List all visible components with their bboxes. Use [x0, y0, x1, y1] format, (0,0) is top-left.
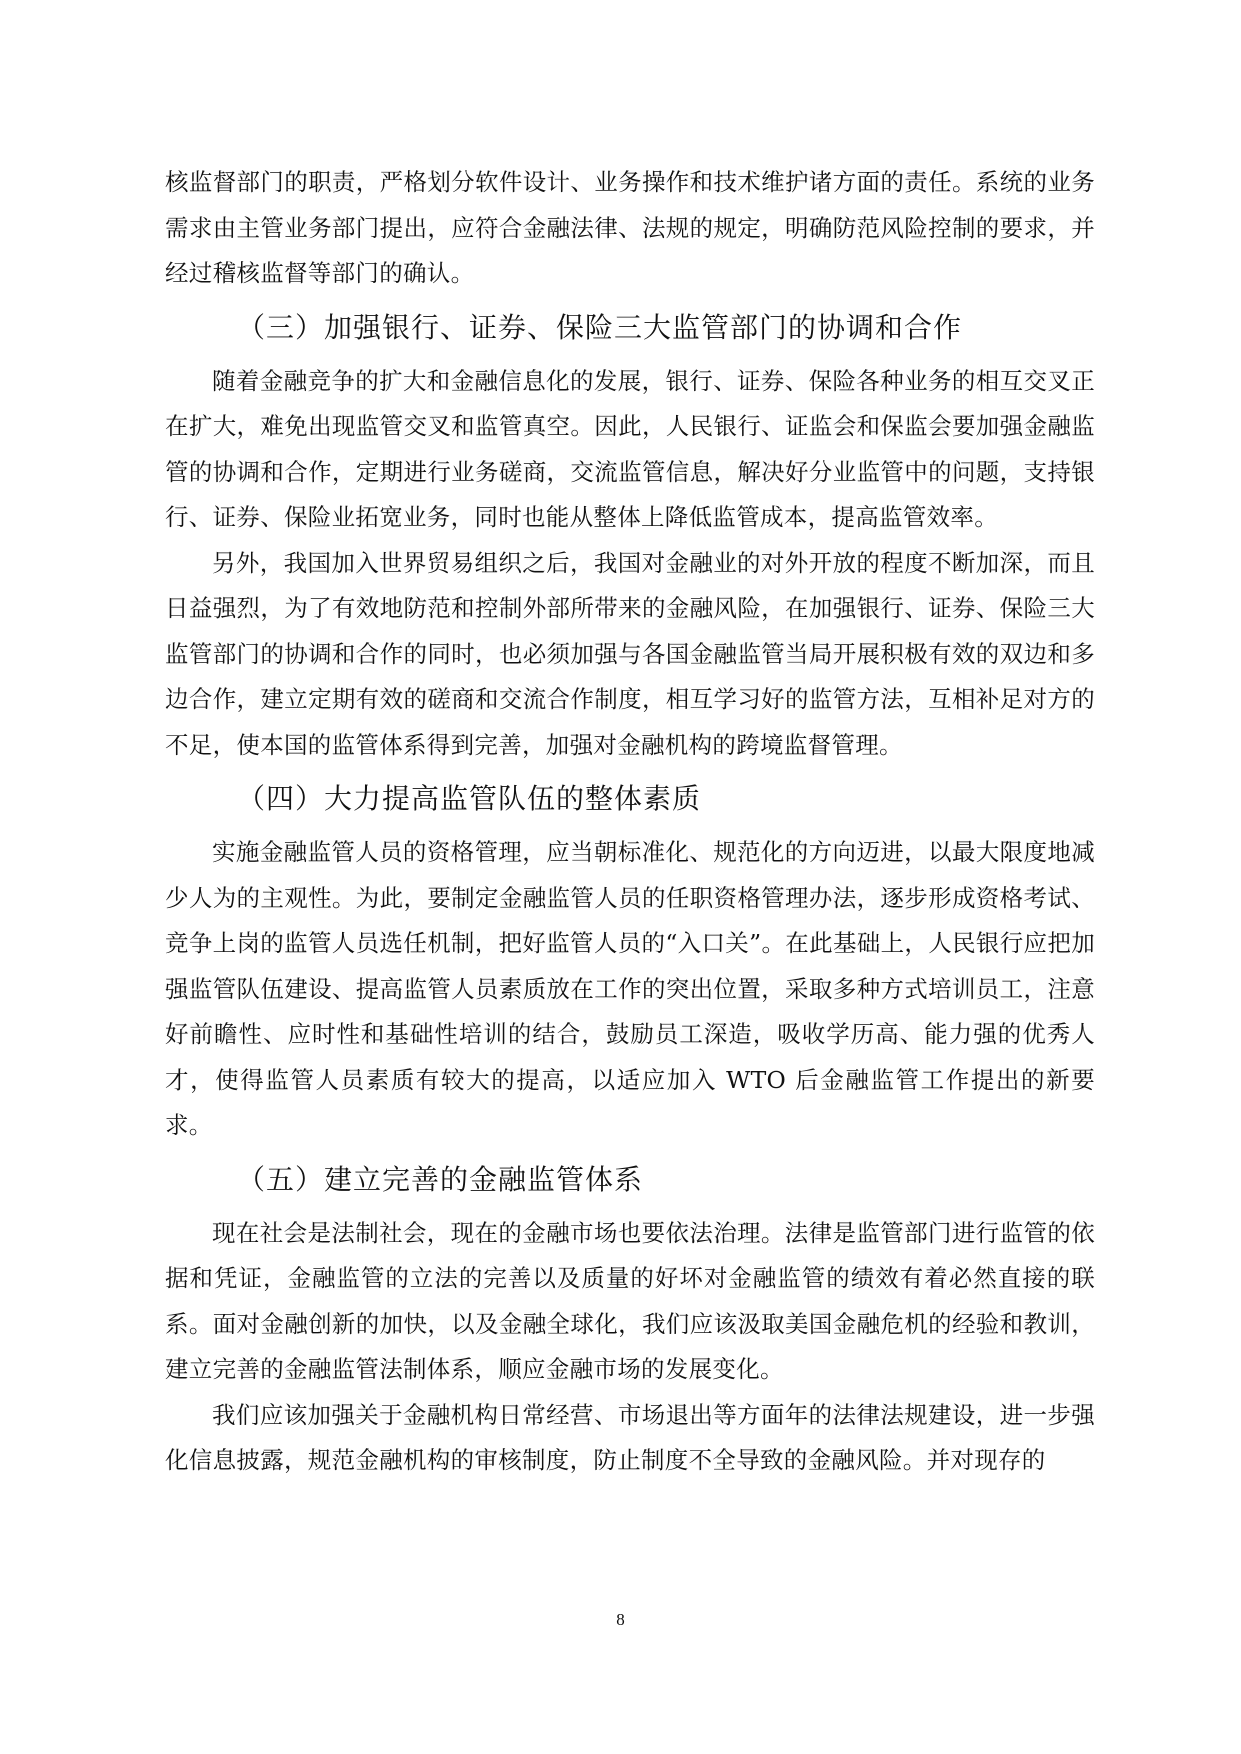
paragraph: 另外，我国加入世界贸易组织之后，我国对金融业的对外开放的程度不断加深，而且日益强烈，为了有效地防范和控制外部所带来的金融风险，在加强银行、证券、保险三大监管部门的协调和合作的同时，也必须加强与各国金融监管当局开展积极有效的双边和多边合作，建立定期有效的磋商和交流合作制度，相互学习好的监管方法，互相补足对方的不足，使本国的监管体系得到完善，加强对金融机构的跨境监督管理。 — [165, 548, 1095, 759]
document-body — [165, 160, 1095, 1484]
page-number: 8 — [616, 1610, 625, 1629]
paragraph: 实施金融监管人员的资格管理，应当朝标准化、规范化的方向迈进，以最大限度地减少人为的主观性。为此，要制定金融监管人员的任职资格管理办法，逐步形成资格考试、竞争上岗的监管人员选任机制，把好监管人员的“入口关”。在此基础上，人民银行应把加强监管队伍建设、提高监管人员素质放在工作的突出位置，采取多种方式培训员工，注意好前瞻性、应时性和基础性培训的结合，鼓励员工深造，吸收学历高、能力强的优秀人才，使得监管人员素质有较大的提高，以适应加入 WTO 后金融监管工作提出的新要求。 — [165, 838, 1095, 1139]
paragraph-continuation: 核监督部门的职责，严格划分软件设计、业务操作和技术维护诸方面的责任。系统的业务需求由主管业务部门提出，应符合金融法律、法规的规定，明确防范风险控制的要求，并经过稽核监督等部门的确认。 — [165, 168, 1095, 287]
paragraph: 随着金融竞争的扩大和金融信息化的发展，银行、证券、保险各种业务的相互交叉正在扩大，难免出现监管交叉和监管真空。因此，人民银行、证监会和保监会要加强金融监管的协调和合作，定期进行业务磋商，交流监管信息，解决好分业监管中的问题，支持银行、证券、保险业拓宽业务，同时也能从整体上降低监管成本，提高监管效率。 — [165, 366, 1095, 531]
paragraph: 我们应该加强关于金融机构日常经营、市场退出等方面年的法律法规建设，进一步强化信息披露，规范金融机构的审核制度，防止制度不全导致的金融风险。并对现存的 — [165, 1400, 1095, 1474]
section-heading-5: （五）建立完善的金融监管体系 — [237, 1162, 644, 1196]
section-heading-3: （三）加强银行、证券、保险三大监管部门的协调和合作 — [237, 310, 963, 344]
section-heading-4: （四）大力提高监管队伍的整体素质 — [237, 782, 702, 815]
paragraph: 现在社会是法制社会，现在的金融市场也要依法治理。法律是监管部门进行监管的依据和凭证，金融监管的立法的完善以及质量的好坏对金融监管的绩效有着必然直接的联系。面对金融创新的加快，以及金融全球化，我们应该汲取美国金融危机的经验和教训，建立完善的金融监管法制体系，顺应金融市场的发展变化。 — [165, 1218, 1095, 1383]
